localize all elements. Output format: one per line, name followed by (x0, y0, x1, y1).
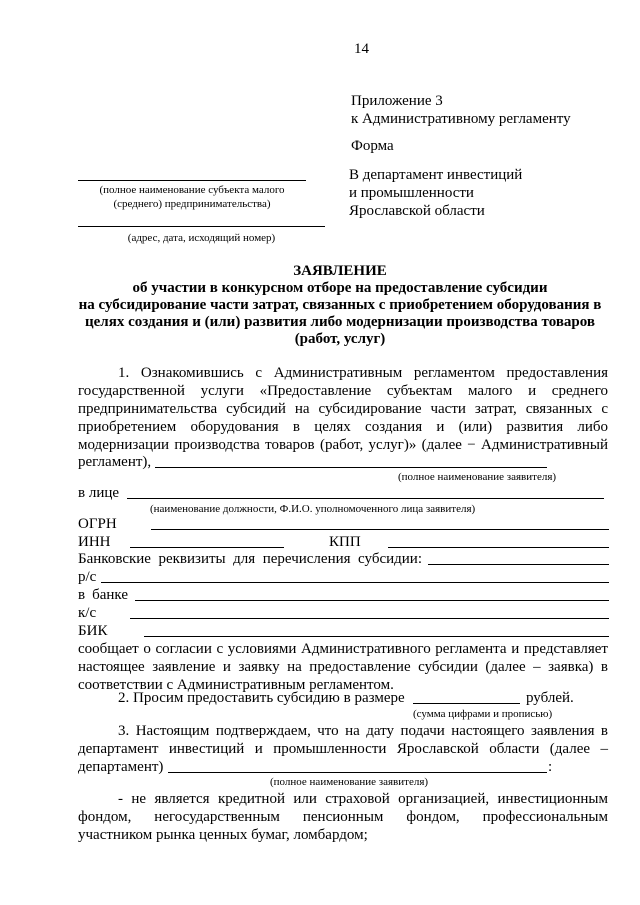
page-number: 14 (354, 41, 369, 57)
sender-name-line[interactable] (78, 180, 306, 181)
ogrn-label: ОГРН (78, 516, 117, 532)
in-person-row (78, 484, 604, 502)
ogrn-field[interactable] (151, 529, 609, 530)
bank-details-field[interactable] (428, 564, 609, 565)
agree-line-3: соответствии с Административным регламентом. (78, 677, 394, 693)
document-subtitle-4: (работ, услуг) (294, 331, 386, 347)
bank-field[interactable] (135, 600, 609, 601)
in-person-label: в лице (78, 485, 120, 501)
para1-line-6: регламент), (78, 454, 152, 470)
addressee-line-2: и промышленности (349, 185, 474, 201)
rs-label: р/с (78, 569, 97, 585)
sender-address-caption: (адрес, дата, исходящий номер) (127, 232, 276, 244)
addressee-line-3: Ярославской области (349, 203, 485, 219)
rs-field[interactable] (101, 582, 609, 583)
bullet1-line-2: фондом, негосударственным пенсионным фондом, профессиональным (78, 809, 608, 825)
para1-line-2: государственной услуги «Предоставление субъектам малого и среднего (78, 383, 608, 399)
para1-line-1: 1. Ознакомившись с Административным регламентом предоставления (118, 365, 608, 381)
para1-line-4: приобретением оборудования в целях создания и (или) развития либо (78, 419, 608, 435)
applicant-name-caption-2: (полное наименование заявителя) (270, 776, 429, 788)
ks-label: к/с (78, 605, 97, 621)
para2-unit: рублей. (526, 690, 574, 706)
para3-colon: : (548, 759, 553, 775)
ks-field[interactable] (130, 618, 609, 619)
subsidy-amount-field[interactable] (413, 703, 520, 704)
bullet1-line-3: участником рынка ценных бумаг, ломбардом; (78, 827, 368, 843)
subsidy-amount-caption: (сумма цифрами и прописью) (413, 708, 553, 720)
addressee-line-1: В департамент инвестиций (349, 167, 523, 183)
document-subtitle-3: целях создания и (или) развития либо модернизации производства товаров (85, 314, 595, 330)
para3-line-3: департамент) (78, 759, 164, 775)
applicant-name-caption: (полное наименование заявителя) (398, 471, 557, 483)
document-subtitle-2: на субсидирование части затрат, связанных с приобретением оборудования в (78, 297, 602, 313)
document-subtitle-1: об участии в конкурсном отборе на предоставление субсидии (132, 280, 548, 296)
document-title: ЗАЯВЛЕНИЕ (293, 263, 387, 279)
bik-label: БИК (78, 623, 108, 639)
inn-field[interactable] (130, 547, 284, 548)
in-person-caption: (наименование должности, Ф.И.О. уполномоченного лица заявителя) (150, 503, 476, 515)
kpp-field[interactable] (388, 547, 609, 548)
appendix-line-2: к Административному регламенту (351, 111, 571, 127)
para3-line-2: департамент инвестиций и промышленности Ярославской области (далее – (78, 741, 608, 757)
applicant-name-field[interactable] (155, 467, 547, 468)
bank-label: в банке (78, 587, 128, 603)
para3-line-1: 3. Настоящим подтверждаем, что на дату подачи настоящего заявления в (118, 723, 608, 739)
para2-text: 2. Просим предоставить субсидию в размере (118, 690, 405, 706)
bank-details-label: Банковские реквизиты для перечисления субсидии: (78, 551, 422, 567)
agree-line-2: настоящее заявление и заявку на предоставление субсидии (далее – заявка) в (78, 659, 608, 675)
para1-line-3: предпринимательства субсидий на субсидирование части затрат, связанных с (78, 401, 608, 417)
para1-line-5: модернизации производства товаров (работ, услуг)» (далее − Административный (78, 437, 608, 453)
applicant-name-field-2[interactable] (168, 772, 547, 773)
appendix-line-1: Приложение 3 (351, 93, 443, 109)
agree-line-1: сообщает о согласии с условиями Административного регламента и представляет (78, 641, 608, 657)
kpp-label: КПП (329, 534, 361, 550)
inn-label: ИНН (78, 534, 111, 550)
in-person-field[interactable] (127, 498, 604, 499)
sender-name-caption-2: (среднего) предпринимательства) (113, 198, 271, 210)
sender-name-caption-1: (полное наименование субъекта малого (99, 184, 285, 196)
bullet1-line-1: - не является кредитной или страховой организацией, инвестиционным (118, 791, 608, 807)
form-label: Форма (351, 138, 394, 154)
sender-address-line[interactable] (78, 226, 325, 227)
bik-field[interactable] (144, 636, 609, 637)
